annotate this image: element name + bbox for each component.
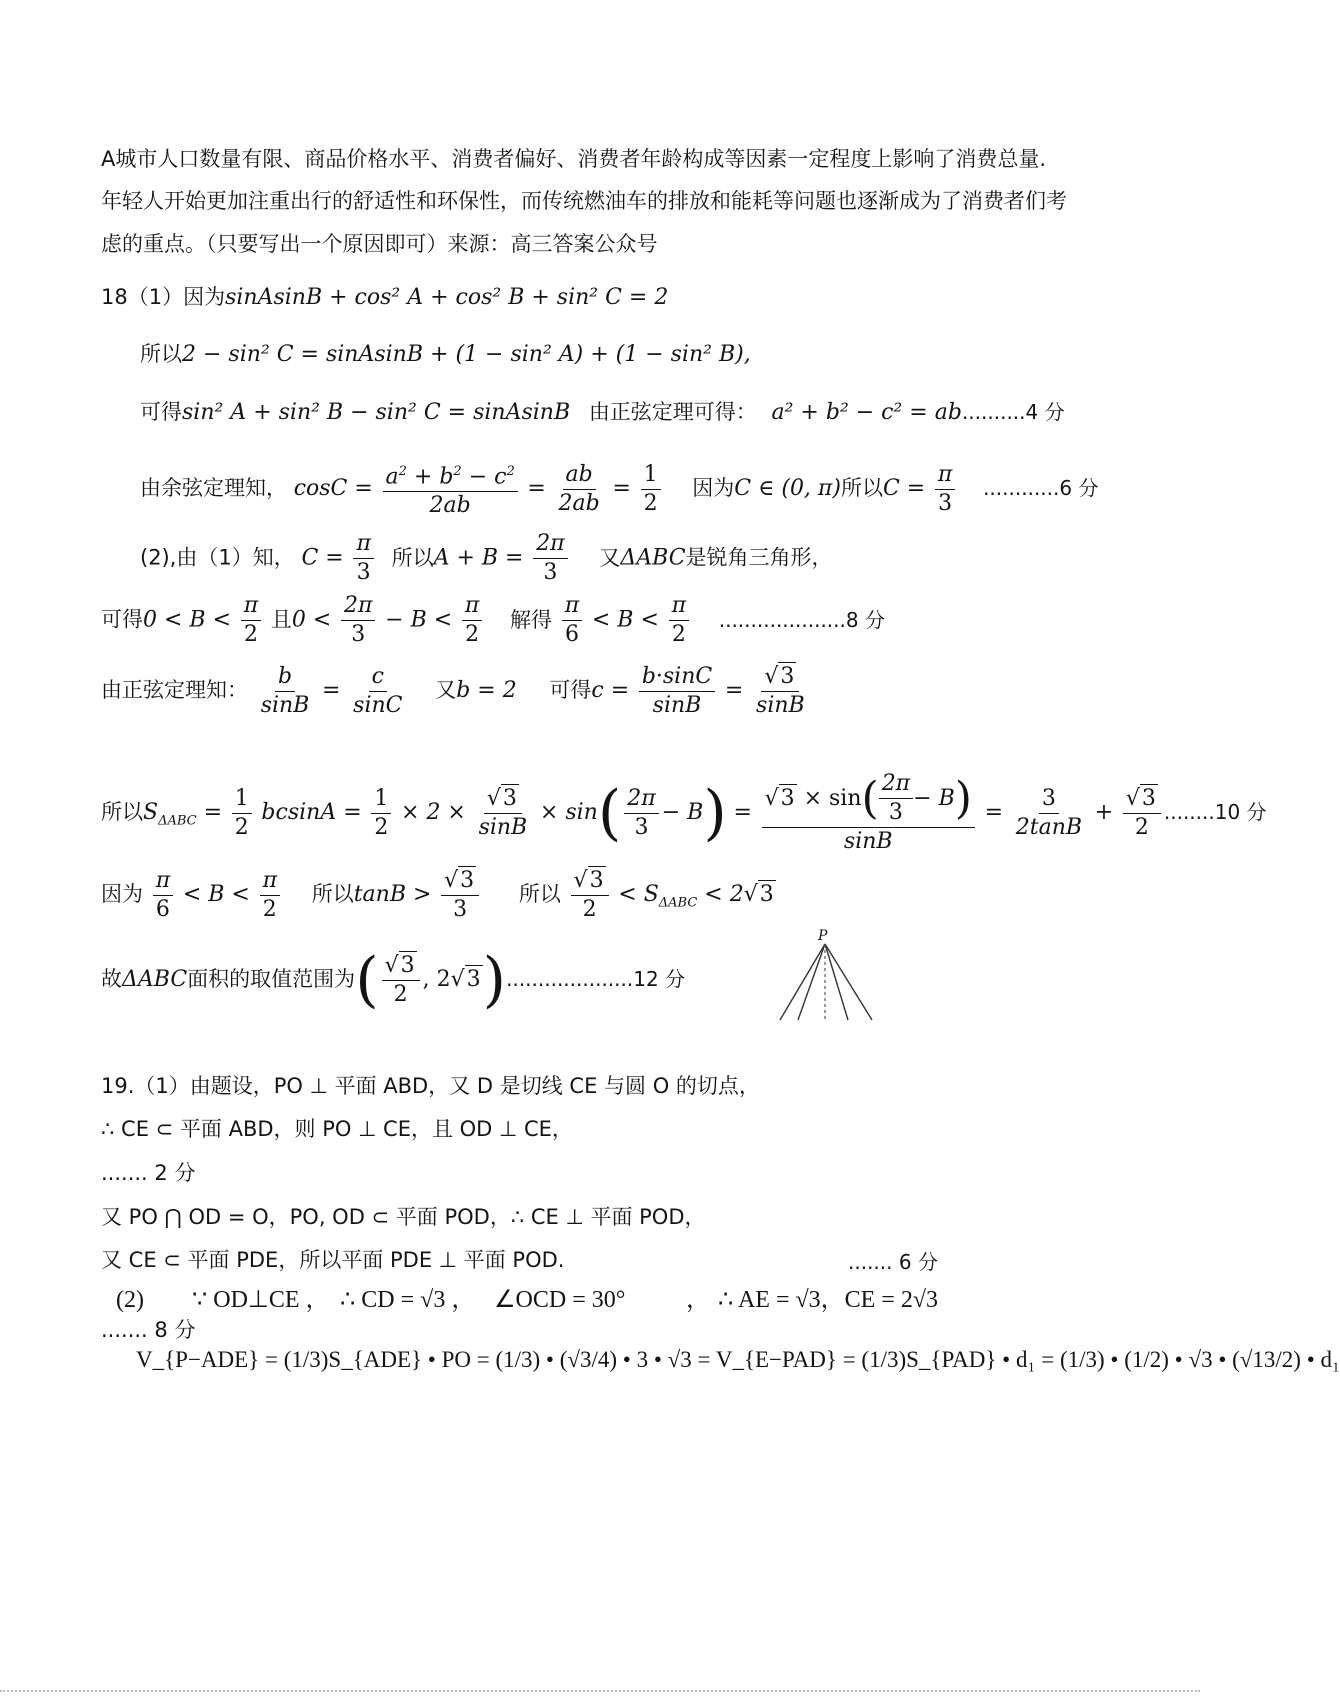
q18-line-7: 由正弦定理知： $\frac{b}{\sin B}$ = $\frac{c}{\sin C}$ 又b = 2 可得c = $\frac{b\cdot\sin C}{\sin B}$ = $\frac{√3}{\sin B}$ [101,663,805,718]
q18-line-2 [140,340,751,369]
q19-part2-e: ∴ AE = √3，CE = 2√3 [718,1287,939,1313]
q18-line-3-middle: 由正弦定理可得： [588,400,757,424]
q18-line-9-prefix: 因为 [101,882,143,906]
q19-part2-a: ∵ OD⊥CE ， [192,1287,330,1313]
q18-line-4-prefix: 由余弦定理知， [140,476,287,501]
q18-line-9: 因为 $\frac{\pi}{6}$ < B < $\frac{\pi}{2}$ 所以tanB > $\frac{√3}{3}$ 所以 $\frac{√3}{2}$ < $S_{\Delta ABC} < 2√3$ [101,867,774,922]
q18-equation-3: sin² A + sin² B − sin² C = sinAsinB [182,400,571,425]
q18-part2-so: 所以 [391,545,434,570]
score-8b: ....... 8 分 [101,1318,196,1342]
q19-line-3: ....... 2 分 [101,1161,196,1185]
cone-edge-3 [825,944,848,1020]
score-6: ............6 分 [983,476,1099,501]
cone-figure [770,924,990,1064]
q19-line-1: 19.（1）由题设，PO ⊥ 平面 ABD，又 D 是切线 CE 与圆 O 的切点， [101,1074,760,1098]
q18-equation-3b: a² + b² − c² = ab [771,400,962,425]
q18-line-8-prefix: 所以 [101,800,143,824]
q19-line-5: 又 CE ⊂ 平面 PDE，所以平面 PDE ⊥ 平面 POD. [101,1248,565,1272]
q18-heading: 18（1）因为 [101,285,226,309]
q19-part2-label: (2) [116,1287,144,1313]
q18-equation-1: sinAsinB + cos² A + cos² B + sin² C = 2 [225,285,669,310]
q18-line-10-range: 面积的取值范围为 [187,967,356,991]
score-4: ..........4 分 [961,400,1065,424]
q18-line-4: 由余弦定理知， cosC = $\frac{a^2 + b^2 - c^2}{2ab}$ = $\frac{ab}{2ab}$ = $\frac{1}{2}$ 因为C ∈ (0, π)所以C = $\frac{\pi}{3}$ ............6 分 [140,458,1098,520]
score-10: ........10 分 [1163,800,1267,824]
q19-volume-equation: V_{P−ADE} = (1/3)S_{ADE} • PO = (1/3) • (√3/4) • 3 • √3 = V_{E−PAD} = (1/3)S_{PAD} • d₁ = (1/3) • (1/2) • √3 • (√13/2) • d₁ [136,1347,1340,1372]
q18-line-1 [101,283,668,312]
score-12: ....................12 分 [506,967,686,991]
q18-line-2-prefix: 所以 [140,342,182,366]
q18-line-3-prefix: 可得 [140,400,182,424]
q18-line-8: 所以$S_{\Delta ABC}$ = $\frac{1}{2}$ bcsinA = $\frac{1}{2}$ × 2 × $\frac{√3}{\sin B}$ × sin( $\frac{2\pi}{3}$ − B) = √ 3 × sin ( $\frac{2\pi}{3}$ − B ) sinB = $\frac{3}{2\tan B}$ + $\frac{√3}{2}$ ........10 分 [101,771,1267,854]
paragraph-line-3: 虑的重点。（只要写出一个原因即可）来源：高三答案公众号 [101,232,658,256]
q19-part2-c: ∠OCD = 30° [494,1287,626,1313]
q18-equation-2: 2 − sin² C = sinAsinB + (1 − sin² A) + (1 − sin² B), [182,342,751,367]
q18-line-7-prefix: 由正弦定理知： [101,678,248,702]
q18-line-7-get: 可得 [549,678,592,702]
q19-part2-d: ， [686,1287,710,1313]
q18-line-6-prefix: 可得 [101,607,143,632]
q19-line-2: ∴ CE ⊂ 平面 ABD，则 PO ⊥ CE，且 OD ⊥ CE， [101,1117,573,1141]
q18-line-10-prefix: 故 [101,967,122,991]
paragraph-line-2: 年轻人开始更加注重出行的舒适性和环保性，而传统燃油车的排放和能耗等问题也逐渐成为了消费者们考 [101,189,1067,213]
q18-line-5: (2),由（1）知， C = $\frac{\pi}{3}$ 所以A + B = $\frac{2\pi}{3}$ 又ΔABC是锐角三角形， [140,531,833,585]
q18-part2-acute: 是锐角三角形， [685,545,833,570]
q18-part2-also: 又 [599,545,621,570]
q18-line-6: 可得0 < B < $\frac{\pi}{2}$ 且0 < $\frac{2\pi}{3}$ − B < $\frac{\pi}{2}$ 解得 $\frac{\pi}{6}$ < B < $\frac{\pi}{2}$ ....................8 分 [101,593,885,647]
q19-part2-b: ∴ CD = √3 ， [340,1287,476,1313]
q18-line-4-because: 因为 [692,476,735,501]
q18-line-6-solve: 解得 [510,607,553,632]
q18-line-9-so: 所以 [311,882,354,906]
q18-line-6-and: 且 [270,607,292,632]
cone-edge-4 [825,944,872,1020]
q18-line-4-so: 所以 [840,476,883,501]
score-8: ....................8 分 [718,607,885,632]
fraction-cosine: $\frac{a^2 + b^2 - c^2}{2ab}$ [383,458,518,520]
q18-line-7-also: 又 [435,678,457,702]
q18-line-9-so2: 所以 [518,882,561,906]
q18-line-3 [140,398,1065,427]
q18-line-10: 故ΔABC面积的取值范围为( $\frac{√3}{2}$ , 2√3)....................12 分 [101,945,686,1015]
q18-part2-prefix: (2),由（1）知， [140,545,295,570]
q19-line-4: 又 PO ⋂ OD = O，PO, OD ⊂ 平面 POD，∴ CE ⊥ 平面 POD， [101,1205,706,1229]
paragraph-line-1: A城市人口数量有限、商品价格水平、消费者偏好、消费者年龄构成等因素一定程度上影响了消费总量. [101,147,1047,171]
score-6b: ....... 6 分 [848,1250,938,1274]
page-bottom-border [0,1690,1200,1692]
figure-label-p: P [818,928,828,944]
